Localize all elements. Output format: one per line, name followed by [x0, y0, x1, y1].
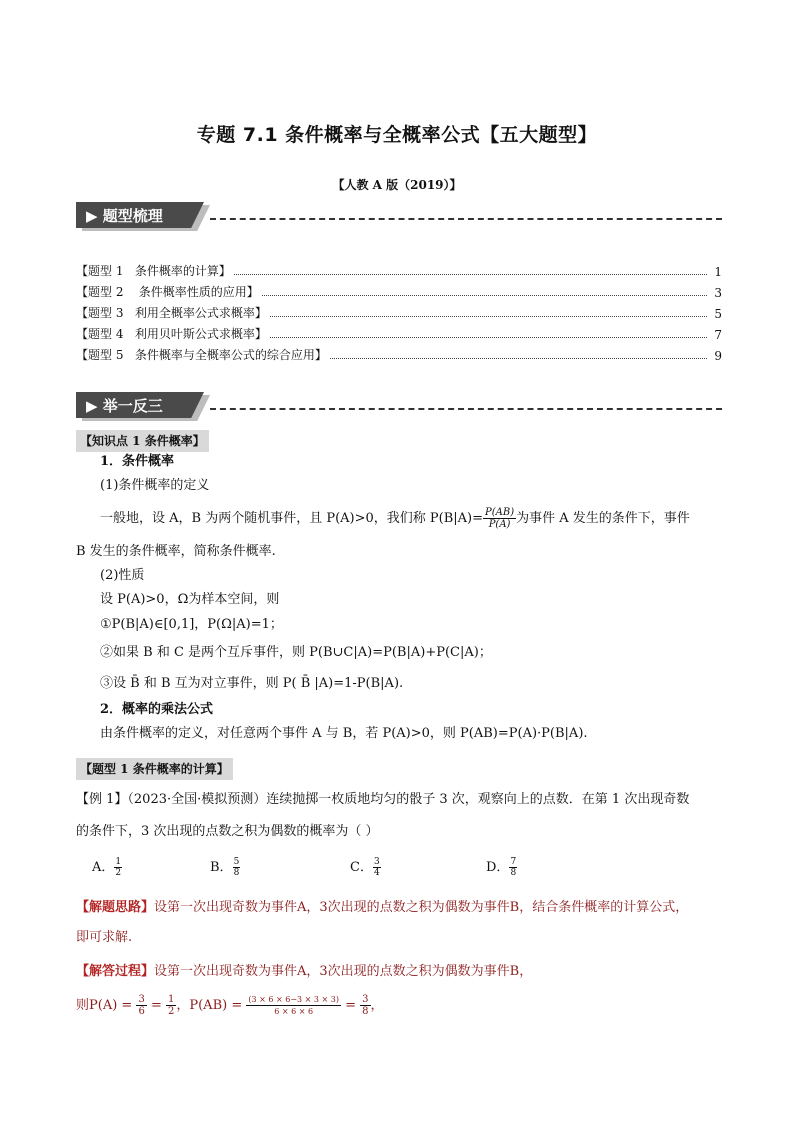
solution-formula: 则P(A) = $\frac{3}{6}$ = $\frac{1}{2}$ ，P(AB) = $\frac{(3 \times 6 \times 6-3 \times 3 \times 3)}{6 \times 6 \times 6}$ = $\frac{3}{8}$ ，	[76, 994, 384, 1017]
knowledge-tag: 【知识点 1 条件概率】	[76, 430, 209, 452]
option-fraction: $\frac{1}{2}$	[115, 857, 122, 878]
section-title: 题型梳理	[102, 207, 163, 225]
fraction: $\frac{(3 \times 6 \times 6-3 \times 3 \times 3)}{6 \times 6 \times 6}$	[248, 995, 339, 1016]
play-icon: ▶	[86, 397, 103, 415]
section-header-overview	[76, 202, 722, 228]
fraction: $\frac{3}{8}$	[362, 994, 369, 1017]
definition-line: 一般地，设 A，B 为两个随机事件，且 P(A)>0，我们称 P(B|A)= $\frac{P(AB)}{P(A)}$ 为事件 A 发生的条件下，事件	[100, 507, 690, 530]
toc-page: 5	[714, 307, 722, 321]
dashed-divider	[210, 218, 722, 220]
section-title: 举一反三	[102, 397, 163, 415]
play-icon: ▶	[86, 207, 103, 225]
knowledge-subheading-2: (2)性质	[100, 568, 145, 583]
option-fraction: $\frac{7}{8}$	[510, 857, 517, 878]
definition-line-2: B 发生的条件概率，简称条件概率.	[76, 544, 276, 559]
toc-label: 【题型 5 条件概率与全概率公式的综合应用】	[76, 348, 327, 362]
toc-label: 【题型 4 利用贝叶斯公式求概率】	[76, 327, 267, 341]
example-line-2: 的条件下，3 次出现的点数之积为偶数的概率为（ ）	[76, 824, 379, 839]
fraction: $\frac{1}{2}$	[167, 994, 175, 1017]
solution-process: 【解答过程】设第一次出现奇数为事件A，3次出现的点数之积为偶数为事件B，	[76, 964, 533, 979]
toc-leader	[262, 295, 707, 296]
property-2: ②如果 B 和 C 是两个互斥事件，则 P(B∪C|A)=P(B|A)+P(C|A)；	[100, 645, 492, 660]
fraction: $\frac{3}{6}$	[138, 994, 145, 1017]
page-title: 专题 7.1 条件概率与全概率公式【五大题型】	[196, 124, 598, 146]
toc-label: 【题型 3 利用全概率公式求概率】	[76, 306, 267, 320]
option-b[interactable]: B． $\frac{5}{8}$	[210, 857, 240, 878]
property-intro: 设 P(A)>0，Ω为样本空间，则	[100, 592, 280, 607]
toc-item[interactable]	[76, 300, 722, 321]
toc-item[interactable]	[76, 258, 722, 279]
type1-tag: 【题型 1 条件概率的计算】	[76, 758, 233, 780]
toc-leader	[330, 358, 707, 359]
solution-idea: 【解题思路】设第一次出现奇数为事件A，3次出现的点数之积为偶数为事件B，结合条件概率的计算公式，	[76, 900, 689, 915]
option-fraction: $\frac{3}{4}$	[373, 857, 380, 878]
knowledge-heading-2: 2．概率的乘法公式	[100, 702, 214, 717]
table-of-contents	[76, 258, 722, 363]
multiplication-rule: 由条件概率的定义，对任意两个事件 A 与 B，若 P(A)>0，则 P(AB)=P(A)·P(B|A).	[100, 726, 588, 741]
toc-label: 【题型 2 条件概率性质的应用】	[76, 285, 259, 299]
property-3: ③设 B̄ 和 B 互为对立事件，则 P( B̄ |A)=1-P(B|A).	[100, 676, 404, 691]
section-header-practice	[76, 392, 722, 418]
option-a[interactable]: A． $\frac{1}{2}$	[92, 857, 122, 878]
toc-label: 【题型 1 条件概率的计算】	[76, 264, 231, 278]
property-1: ①P(B|A)∈[0,1]，P(Ω|A)=1；	[100, 617, 283, 632]
example-line-1: 【例 1】（2023·全国·模拟预测）连续抛掷一枚质地均匀的骰子 3 次，观察向上的点数．在第 1 次出现奇数	[76, 792, 690, 807]
page-subtitle: 【人教 A 版（2019）】	[332, 178, 462, 192]
solution-idea-2: 即可求解.	[76, 930, 133, 945]
toc-leader	[270, 337, 707, 338]
toc-leader	[234, 274, 707, 275]
knowledge-heading-1: 1．条件概率	[100, 454, 175, 469]
option-d[interactable]: D． $\frac{7}{8}$	[486, 857, 517, 878]
knowledge-subheading-1: (1)条件概率的定义	[100, 478, 210, 493]
option-c[interactable]: C． $\frac{3}{4}$	[350, 857, 380, 878]
definition-fraction: $\frac{P(AB)}{P(A)}$	[485, 507, 515, 530]
toc-page: 1	[714, 265, 722, 279]
toc-page: 9	[714, 349, 722, 363]
toc-page: 7	[714, 328, 722, 342]
toc-page: 3	[714, 286, 722, 300]
toc-item[interactable]	[76, 279, 722, 300]
section-label	[86, 205, 163, 226]
option-fraction: $\frac{5}{8}$	[233, 857, 240, 878]
dashed-divider	[210, 408, 722, 410]
section-label	[86, 395, 163, 416]
toc-item[interactable]	[76, 321, 722, 342]
toc-item[interactable]	[76, 342, 722, 363]
toc-leader	[270, 316, 707, 317]
